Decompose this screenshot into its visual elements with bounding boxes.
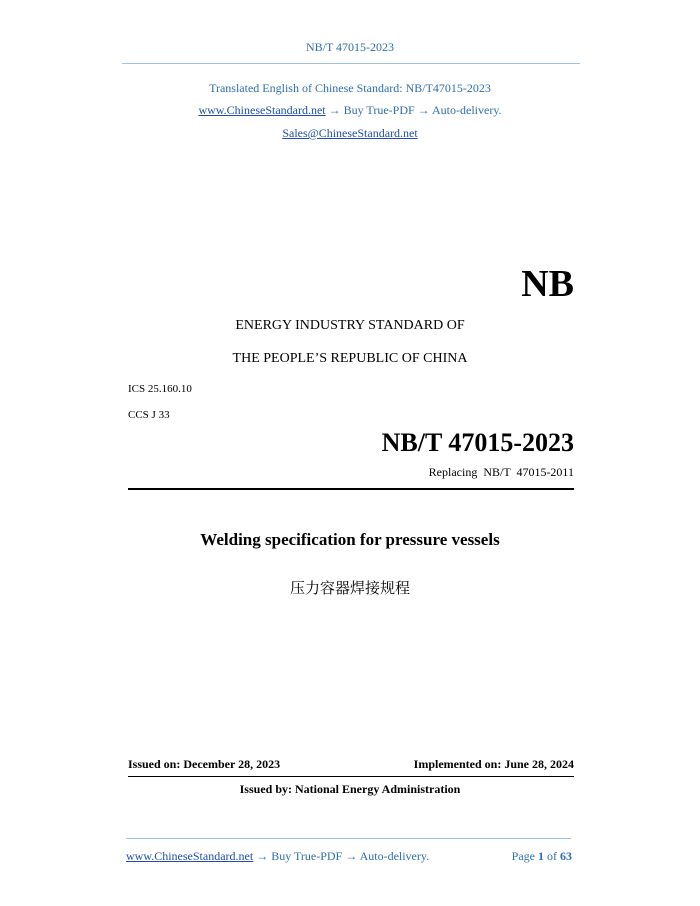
issue-divider [128,776,574,777]
intro-site-line [0,103,700,118]
standard-title-line-1: ENERGY INDUSTRY STANDARD OF [235,318,465,333]
page-label: Page [511,849,535,863]
standard-title-line-2: THE PEOPLE’S REPUBLIC OF CHINA [232,351,468,366]
intro-email-line [0,126,700,141]
ics-code: ICS 25.160.10 [128,383,192,395]
intro-site-link[interactable]: www.ChineseStandard.net [198,103,326,117]
page-number [512,849,572,864]
issued-by: Issued by: National Energy Administration [239,782,461,796]
footer-site-link[interactable]: www.ChineseStandard.net [126,849,254,863]
ccs-code: CCS J 33 [128,409,170,421]
page-of: of [547,849,557,863]
document-title-en: Welding specification for pressure vessels [200,530,500,549]
footer-divider [126,838,571,839]
intro-site-suffix: → Buy True-PDF → Auto-delivery. [325,103,502,117]
page-current: 1 [538,849,544,863]
header-standard-code: NB/T 47015-2023 [305,40,395,54]
footer-site-suffix: → Buy True-PDF → Auto-delivery. [253,849,430,863]
intro-email-link[interactable]: Sales@ChineseStandard.net [282,126,418,140]
issued-on: Issued on: December 28, 2023 [128,757,281,771]
page-total: 63 [560,849,572,863]
document-title-cn: 压力容器焊接规程 [289,579,410,597]
footer-site-line [126,849,429,864]
title-divider [128,488,574,490]
implemented-on: Implemented on: June 28, 2024 [413,757,574,771]
nb-logo: NB [521,263,574,305]
header-divider [122,63,580,64]
intro-translated-line: Translated English of Chinese Standard: NB/T47015-2023 [209,81,491,95]
standard-number: NB/T 47015-2023 [381,428,574,457]
replacing-note: Replacing NB/T 47015-2011 [428,465,574,479]
